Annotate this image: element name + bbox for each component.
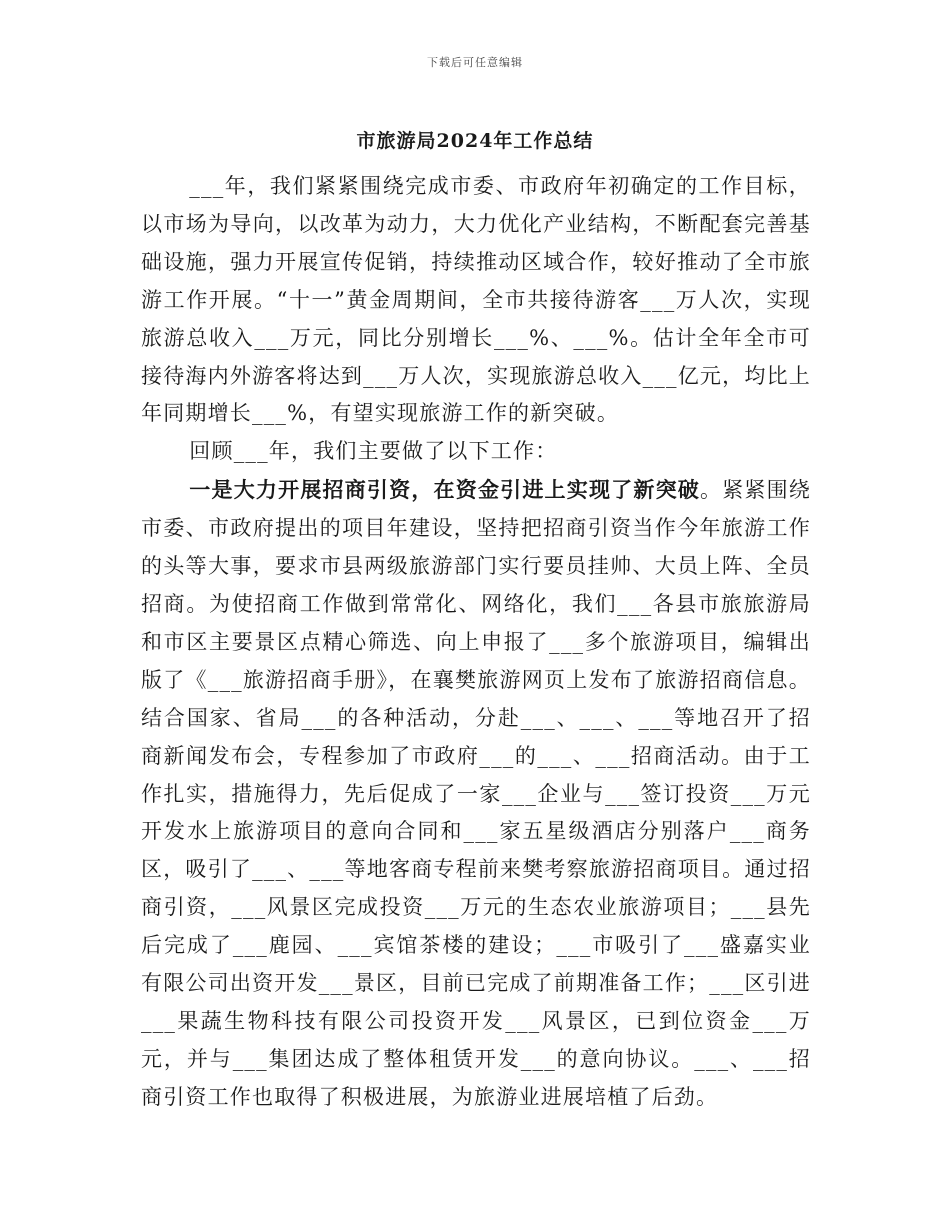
paragraph-review: 回顾___年，我们主要做了以下工作： <box>189 439 558 464</box>
document-title: 市旅游局2024年工作总结 <box>356 130 594 152</box>
paragraph-investment-body: 。紧紧围绕市委、市政府提出的项目年建设，坚持把招商引资当作今年旅游工作的头等大事，要求市县两级旅游部门实行要员挂帅、大员上阵、全员招商。为使招商工作做到常常化、网络化，我们___各县市旅旅游局和市区主要景区点精心筛选、向上申报了___多个旅游项目，编辑出版了《___旅游招商手册》，在襄樊旅游网页上发布了旅游招商信息。结合国家、省局___的各种活动，分赴___、___、___等地召开了招商新闻发布会，专程参加了市政府___的___、___招商活动。由于工作扎实，措施得力，先后促成了一家___企业与___签订投资___万元开发水上旅游项目的意向合同和___家五星级酒店分别落户___商务区，吸引了___、___等地客商专程前来樊考察旅游招商项目。通过招商引资，___风景区完成投资___万元的生态农业旅游项目；___县先后完成了___鹿园、___宾馆茶楼的建设；___市吸引了___盛嘉实业有限公司出资开发___景区，目前已完成了前期准备工作；___区引进___果蔬生物科技有限公司投资开发___风景区，已到位资金___万元，并与___集团达成了整体租赁开发___的意向协议。___、___招商引资工作也取得了积极进展，为旅游业进展培植了后劲。 <box>141 478 811 1109</box>
paragraph-intro: ___年，我们紧紧围绕完成市委、市政府年初确定的工作目标，以市场为导向，以改革为动力，大力优化产业结构，不断配套完善基础设施，强力开展宣传促销，持续推动区域合作，较好推动了全市旅游工作开展。“十一”黄金周期间，全市共接待游客___万人次，实现旅游总收入___万元，同比分别增长___%、___%。估计全年全市可接待海内外游客将达到___万人次，实现旅游总收入___亿元，均比上年同期增长___%，有望实现旅游工作的新突破。 <box>141 174 811 426</box>
paragraph-investment-heading: 一是大力开展招商引资，在资金引进上实现了新突破 <box>189 477 700 503</box>
paragraph-investment <box>141 471 811 1116</box>
header-note: 下载后可任意编辑 <box>427 56 523 69</box>
document-body <box>141 168 811 1117</box>
